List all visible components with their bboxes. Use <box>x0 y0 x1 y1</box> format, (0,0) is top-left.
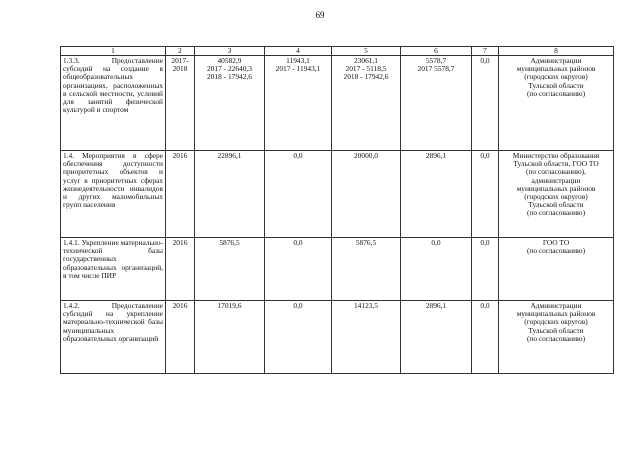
header-cell-1: 1 <box>61 47 166 56</box>
table-row <box>61 301 614 374</box>
cell-line: 5876,5 <box>355 238 377 248</box>
header-cell-3: 3 <box>195 47 265 56</box>
page-number: 69 <box>315 10 325 20</box>
cell-line: 20000,0 <box>353 151 379 161</box>
cell-line: (городских округов) <box>524 72 588 82</box>
cell-line: 2896,1 <box>425 301 447 311</box>
cell-total <box>195 151 265 238</box>
table-row <box>61 56 614 151</box>
header-cell-4: 4 <box>265 47 332 56</box>
program-table <box>60 46 614 374</box>
cell-line: муниципальных районов <box>516 183 596 193</box>
cell-col5 <box>332 301 401 374</box>
cell-line: 17019,6 <box>217 301 242 311</box>
cell-line: Тульской области <box>528 325 584 335</box>
header-row <box>61 47 614 56</box>
table-row <box>61 151 614 238</box>
cell-period <box>166 301 195 374</box>
cell-line: 0,0 <box>293 238 303 248</box>
cell-line: 2017 5578,7 <box>417 64 455 74</box>
cell-line: 5876,5 <box>219 238 240 248</box>
header-cell-6: 6 <box>401 47 472 56</box>
cell-line: 2018 - 17942,6 <box>207 72 252 82</box>
cell-line: 2896,1 <box>425 151 447 161</box>
cell-line: (по согласованию) <box>526 208 586 218</box>
cell-line: 0,0 <box>480 238 490 248</box>
cell-line: 11943,1 <box>286 56 310 66</box>
cell-line: 2016 <box>172 151 188 161</box>
cell-measure-name <box>61 238 166 301</box>
cell-col5 <box>332 151 401 238</box>
cell-col4 <box>265 238 332 301</box>
cell-executor <box>499 301 614 374</box>
cell-line: 2017 - 5118,5 <box>345 64 387 74</box>
cell-col7 <box>472 56 499 151</box>
cell-line: 0,0 <box>293 301 303 311</box>
cell-line: Тульской области <box>528 80 584 90</box>
cell-line: 5578,7 <box>425 56 447 66</box>
cell-line: 2017- <box>171 56 189 66</box>
cell-line: 1.4. Мероприятия в сфере обеспечения доступности приоритетных объектов и услуг в приоритетных сферах жизнедеятельности инвалидов и других маломобильных групп населения <box>63 151 163 209</box>
cell-period <box>166 238 195 301</box>
cell-line: (по согласованию) <box>526 246 586 256</box>
cell-total <box>195 301 265 374</box>
cell-line: Министерство образования <box>512 151 600 161</box>
cell-line: 23061,1 <box>353 56 379 66</box>
cell-col6 <box>401 151 472 238</box>
cell-measure-name <box>61 56 166 151</box>
cell-line: 0,0 <box>431 238 441 248</box>
cell-line: 40582,9 <box>217 56 242 66</box>
cell-line: 0,0 <box>480 301 490 311</box>
cell-line: (городских округов) <box>524 191 588 201</box>
cell-line: Администрации <box>530 301 582 311</box>
cell-executor <box>499 151 614 238</box>
cell-line: (по согласованию) <box>526 88 586 98</box>
cell-executor <box>499 56 614 151</box>
cell-line: 1.4.1. Укрепление материально-технической базы государственных образовательных организаций, в том числе ПИР <box>63 238 163 280</box>
cell-line: 1.4.2. Предоставление субсидий на укрепление материально-технической базы муниципальных образовательных организаций <box>63 301 163 343</box>
cell-col4 <box>265 301 332 374</box>
cell-line: (по согласованию) <box>526 333 586 343</box>
cell-col7 <box>472 151 499 238</box>
cell-col5 <box>332 238 401 301</box>
cell-col5 <box>332 56 401 151</box>
cell-line: 2017 - 22640,3 <box>207 64 252 74</box>
cell-line: 1.3.3. Предоставление субсидий на создание в общеобразовательных организациях, расположенных в сельской местности, условий для занятий физической культурой и спортом <box>63 56 163 114</box>
cell-col6 <box>401 301 472 374</box>
cell-line: муниципальных районов <box>516 64 596 74</box>
cell-period <box>166 151 195 238</box>
cell-line: 14123,5 <box>353 301 379 311</box>
cell-line: Администрации <box>530 56 582 66</box>
cell-line: 2018 <box>172 64 188 74</box>
cell-line: администрации <box>531 175 581 185</box>
header-cell-8: 8 <box>499 47 614 56</box>
header-cell-5: 5 <box>332 47 401 56</box>
cell-line: 0,0 <box>293 151 303 161</box>
cell-line: (по согласованию), <box>526 167 586 177</box>
cell-col6 <box>401 238 472 301</box>
cell-executor <box>499 238 614 301</box>
header-cell-7: 7 <box>472 47 499 56</box>
cell-measure-name <box>61 301 166 374</box>
cell-line: Тульской области <box>528 199 584 209</box>
header-cell-2: 2 <box>166 47 195 56</box>
cell-line: 22896,1 <box>217 151 242 161</box>
cell-line: 2016 <box>172 238 188 248</box>
cell-line: муниципальных районов <box>516 309 596 319</box>
cell-line: Тульской области, ГОО ТО <box>513 159 599 169</box>
cell-total <box>195 56 265 151</box>
cell-col7 <box>472 301 499 374</box>
cell-line: (городских округов) <box>524 317 588 327</box>
table-row <box>61 238 614 301</box>
cell-col4 <box>265 56 332 151</box>
cell-line: ГОО ТО <box>542 238 570 248</box>
cell-line: 2016 <box>172 301 188 311</box>
cell-col4 <box>265 151 332 238</box>
cell-measure-name <box>61 151 166 238</box>
cell-period <box>166 56 195 151</box>
cell-total <box>195 238 265 301</box>
cell-line: 0,0 <box>480 56 490 66</box>
cell-line: 2018 - 17942,6 <box>343 72 389 82</box>
cell-line: 0,0 <box>480 151 490 161</box>
cell-col7 <box>472 238 499 301</box>
cell-line: 2017 - 11943,1 <box>275 64 321 74</box>
cell-col6 <box>401 56 472 151</box>
